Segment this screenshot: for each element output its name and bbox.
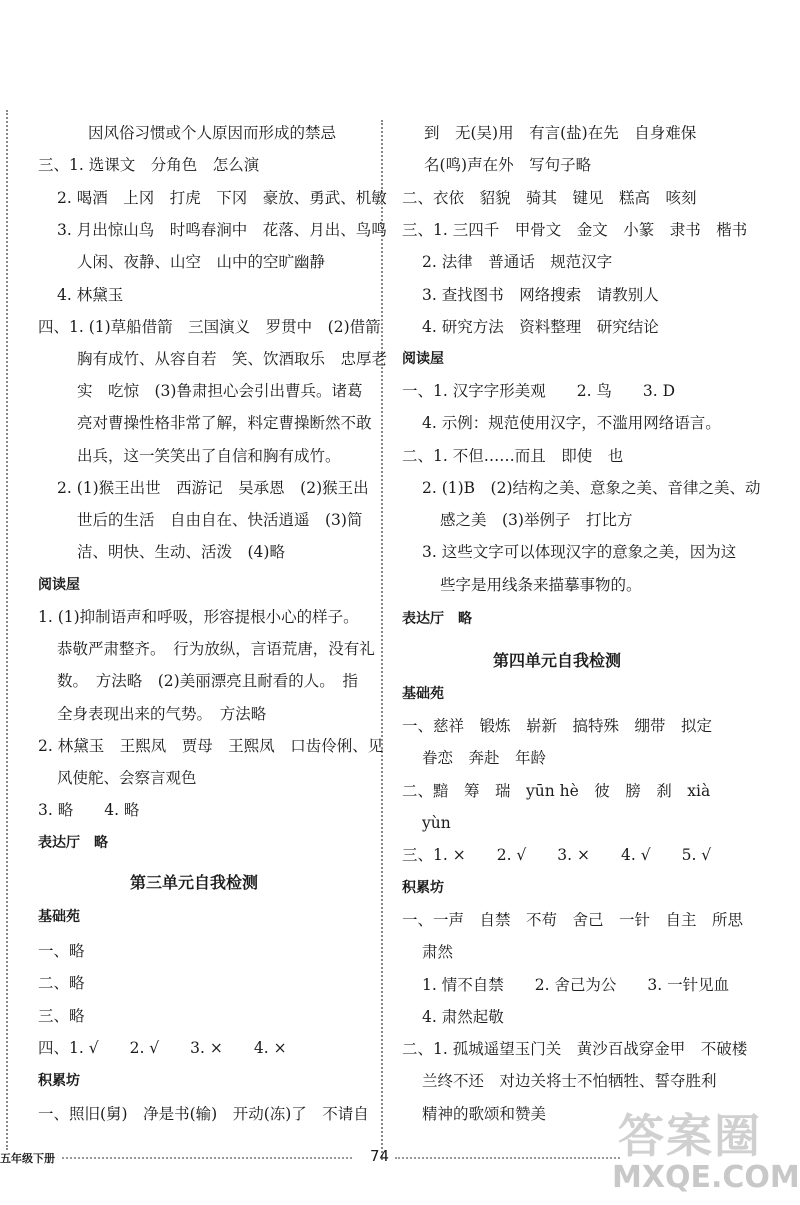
text-line: 2. (1)猴王出世 西游记 吴承恩 (2)猴王出 xyxy=(57,479,369,497)
text-line: 1. (1)抑制语声和呼吸，形容提根小心的样子。 xyxy=(38,608,359,626)
section-heading: 基础苑 xyxy=(38,909,80,925)
text-line: 3. 月出惊山鸟 时鸣春涧中 花落、月出、鸟鸣 xyxy=(57,221,387,239)
section-heading: 积累坊 xyxy=(402,880,444,896)
text-line: 风使舵、会察言观色 xyxy=(57,769,197,787)
text-line: 精神的歌颂和赞美 xyxy=(422,1105,547,1123)
text-line: 2. (1)B (2)结构之美、意象之美、音律之美、动 xyxy=(422,479,761,497)
text-line: 眷恋 奔赴 年龄 xyxy=(422,749,547,767)
binding-margin xyxy=(6,110,14,1150)
text-line: 感之美 (3)举例子 打比方 xyxy=(440,511,633,529)
watermark-text: 答案圈 xyxy=(618,1109,762,1163)
text-line: 二、衣依 貂貌 骑其 键见 糕高 咳刻 xyxy=(402,189,697,207)
text-line: 1. 情不自禁 2. 舍己为公 3. 一针见血 xyxy=(422,976,730,994)
footer-divider xyxy=(62,1157,352,1159)
text-line: 2. 林黛玉 王熙凤 贾母 王熙凤 口齿伶俐、见 xyxy=(38,737,384,755)
text-line: 二、略 xyxy=(38,974,85,992)
page-number: 74 xyxy=(370,1147,390,1165)
text-line: 三、1. × 2. √ 3. × 4. √ 5. √ xyxy=(402,846,712,864)
text-line: 实 吃惊 (3)鲁肃担心会引出曹兵。诸葛 xyxy=(77,382,363,400)
text-line: 三、略 xyxy=(38,1007,85,1025)
watermark-url: MXQE.COM xyxy=(612,1160,800,1195)
section-heading: 表达厅 略 xyxy=(402,611,472,627)
text-line: 三、1. 选课文 分角色 怎么演 xyxy=(38,156,260,174)
column-divider xyxy=(381,120,383,1160)
text-line: 三、1. 三四千 甲骨文 金文 小篆 隶书 楷书 xyxy=(402,221,748,239)
text-line: 因风俗习惯或个人原因而形成的禁忌 xyxy=(88,124,337,142)
section-heading: 阅读屋 xyxy=(402,351,444,367)
section-heading: 积累坊 xyxy=(38,1073,80,1089)
section-heading: 基础苑 xyxy=(402,686,444,702)
text-line: 恭敬严肃整齐。 行为放纵，言语荒唐，没有礼 xyxy=(57,640,375,658)
text-line: 到 无(吴)用 有言(盐)在先 自身难保 xyxy=(424,124,697,142)
text-line: 4. 研究方法 资料整理 研究结论 xyxy=(422,318,659,336)
text-line: 3. 略 4. 略 xyxy=(38,801,140,819)
text-line: 数。 方法略 (2)美丽漂亮且耐看的人。 指 xyxy=(57,672,358,690)
text-line: 人闲、夜静、山空 山中的空旷幽静 xyxy=(77,253,326,271)
grade-label: 五年级下册 xyxy=(0,1152,55,1165)
text-line: 世后的生活 自由自在、快活逍遥 (3)简 xyxy=(77,511,363,529)
text-line: 胸有成竹、从容自若 笑、饮酒取乐 忠厚老 xyxy=(77,350,388,368)
text-line: 一、照旧(舅) 净是书(输) 开动(冻)了 不请自 xyxy=(38,1105,369,1123)
section-heading: 表达厅 略 xyxy=(38,835,108,851)
text-line: 出兵，这一笑笑出了自信和胸有成竹。 xyxy=(77,447,341,465)
text-line: 四、1. √ 2. √ 3. × 4. × xyxy=(38,1039,287,1057)
text-line: 2. 法律 普通话 规范汉字 xyxy=(422,253,613,271)
text-line: 4. 肃然起敬 xyxy=(422,1008,504,1026)
text-line: 亮对曹操性格非常了解，料定曹操断然不敢 xyxy=(77,414,372,432)
text-line: 些字是用线条来描摹事物的。 xyxy=(440,576,642,594)
text-line: 4. 林黛玉 xyxy=(57,286,124,304)
text-line: 一、1. 汉字字形美观 2. 鸟 3. D xyxy=(402,382,676,400)
text-line: 兰终不还 对边关将士不怕牺牲、誓夺胜利 xyxy=(422,1072,717,1090)
text-line: yùn xyxy=(422,814,451,832)
text-line: 洁、明快、生动、活泼 (4)略 xyxy=(77,543,285,561)
watermark-logo xyxy=(612,1100,800,1205)
text-line: 肃然 xyxy=(422,943,454,961)
text-line: 3. 查找图书 网络搜索 请教别人 xyxy=(422,286,659,304)
text-line: 一、略 xyxy=(38,942,85,960)
text-line: 全身表现出来的气势。 方法略 xyxy=(57,705,267,723)
text-line: 2. 喝酒 上冈 打虎 下冈 豪放、勇武、机敏 xyxy=(57,189,387,207)
text-line: 二、黯 筹 瑞 yūn hè 彼 膀 刹 xià xyxy=(402,782,711,800)
text-line: 3. 这些文字可以体现汉字的意象之美，因为这 xyxy=(422,543,737,561)
text-line: 四、1. (1)草船借箭 三国演义 罗贯中 (2)借箭 xyxy=(38,318,381,336)
section-heading: 阅读屋 xyxy=(38,577,80,593)
text-line: 4. 示例：规范使用汉字，不滥用网络语言。 xyxy=(422,414,721,432)
text-line: 一、慈祥 锻炼 崭新 搞特殊 绷带 拟定 xyxy=(402,717,713,735)
text-line: 二、1. 孤城遥望玉门关 黄沙百战穿金甲 不破楼 xyxy=(402,1040,748,1058)
text-line: 名(鸣)声在外 写句子略 xyxy=(424,156,592,174)
unit-title: 第四单元自我检测 xyxy=(493,651,622,670)
unit-title: 第三单元自我检测 xyxy=(130,873,259,892)
text-line: 二、1. 不但……而且 即使 也 xyxy=(402,447,624,465)
text-line: 一、一声 自禁 不苟 舍己 一针 自主 所思 xyxy=(402,911,744,929)
footer-divider xyxy=(395,1157,620,1159)
